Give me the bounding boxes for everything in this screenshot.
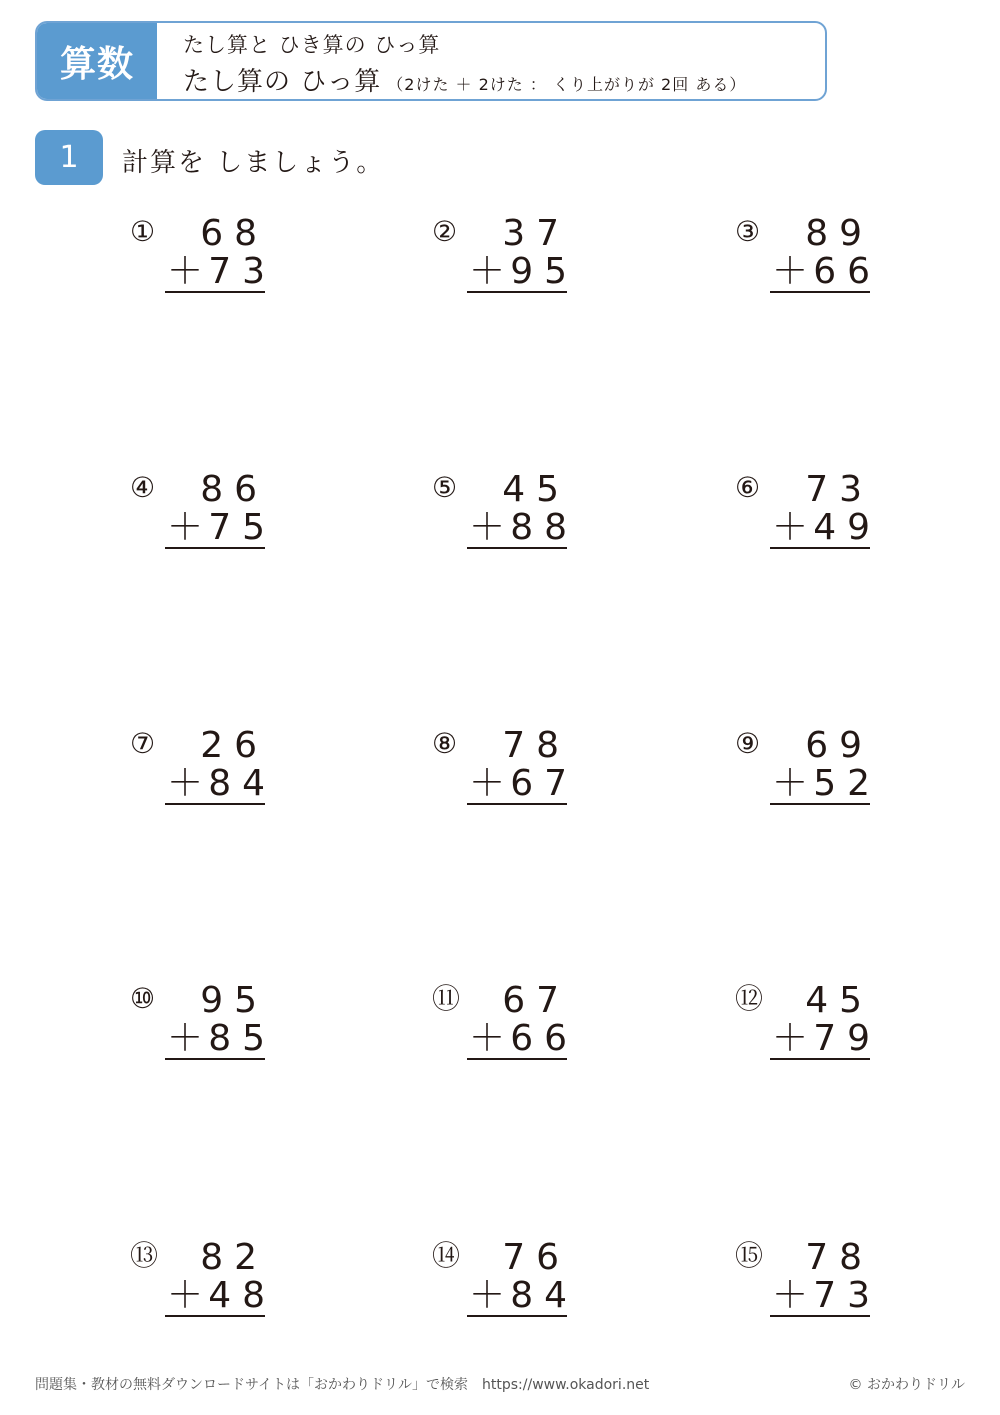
problem-top-number: 86 [200, 469, 268, 510]
problem-label: ⑨ [735, 727, 761, 760]
plus-operator: ＋ [772, 507, 809, 548]
plus-operator: ＋ [469, 763, 506, 804]
problem-label: ⑮ [735, 1239, 764, 1272]
problem-bottom-number: 85 [208, 1018, 276, 1059]
plus-operator: ＋ [469, 1275, 506, 1316]
problem-bottom-number: 66 [510, 1018, 578, 1059]
problem-top-number: 37 [502, 213, 570, 254]
problem-label: ⑦ [130, 727, 156, 760]
plus-operator: ＋ [772, 1275, 809, 1316]
plus-operator: ＋ [167, 507, 204, 548]
problem-8 [432, 727, 592, 817]
problem-label: ⑬ [130, 1239, 159, 1272]
problem-bottom-row [467, 1275, 578, 1317]
problem-13 [130, 1239, 290, 1329]
problem-bottom-row [165, 1275, 276, 1317]
worksheet-title-note: （2けた ＋ 2けた ： くり上がりが 2回 ある） [387, 75, 747, 94]
problem-label: ④ [130, 471, 156, 504]
problem-top-number: 76 [502, 1237, 570, 1278]
plus-operator: ＋ [469, 507, 506, 548]
problem-top-number: 67 [502, 980, 570, 1021]
section-instruction: 計算を しましょう。 [122, 148, 385, 178]
problem-bottom-number: 73 [813, 1275, 881, 1316]
problem-15 [735, 1239, 895, 1329]
problem-top-number: 78 [502, 725, 570, 766]
problem-label: ③ [735, 215, 761, 248]
problem-9 [735, 727, 895, 817]
problem-label: ⑥ [735, 471, 761, 504]
plus-operator: ＋ [469, 251, 506, 292]
plus-operator: ＋ [167, 1018, 204, 1059]
plus-operator: ＋ [772, 251, 809, 292]
problem-bottom-number: 88 [510, 507, 578, 548]
problem-top-number: 73 [805, 469, 873, 510]
problem-top-number: 45 [805, 980, 873, 1021]
problem-bottom-number: 79 [813, 1018, 881, 1059]
problem-1 [130, 215, 290, 305]
problem-2 [432, 215, 592, 305]
problem-top-number: 69 [805, 725, 873, 766]
problem-bottom-row [467, 507, 578, 549]
problem-label: ⑪ [432, 982, 461, 1015]
worksheet-title: たし算の ひっ算 [183, 67, 382, 97]
plus-operator: ＋ [167, 251, 204, 292]
problem-label: ① [130, 215, 156, 248]
problem-5 [432, 471, 592, 561]
problem-bottom-row [467, 251, 578, 293]
problem-bottom-number: 73 [208, 251, 276, 292]
problem-top-number: 26 [200, 725, 268, 766]
problem-bottom-number: 84 [510, 1275, 578, 1316]
problem-bottom-number: 48 [208, 1275, 276, 1316]
problem-12 [735, 982, 895, 1072]
problem-label: ⑭ [432, 1239, 461, 1272]
problem-bottom-number: 75 [208, 507, 276, 548]
problem-bottom-row [770, 1275, 881, 1317]
problem-6 [735, 471, 895, 561]
problem-bottom-number: 66 [813, 251, 881, 292]
problem-bottom-row [165, 1018, 276, 1060]
plus-operator: ＋ [469, 1018, 506, 1059]
problem-bottom-number: 49 [813, 507, 881, 548]
problem-top-number: 68 [200, 213, 268, 254]
problem-3 [735, 215, 895, 305]
problem-top-number: 89 [805, 213, 873, 254]
footer-site-info: 問題集・教材の無料ダウンロードサイトは「おかわりドリル」で検索 https://www.okadori.net [35, 1377, 650, 1393]
problem-label: ② [432, 215, 458, 248]
problem-4 [130, 471, 290, 561]
subject-badge: 算数 [37, 23, 157, 99]
header-title-row [183, 61, 746, 98]
problem-bottom-row [165, 763, 276, 805]
problem-bottom-row [467, 763, 578, 805]
problem-14 [432, 1239, 592, 1329]
problem-11 [432, 982, 592, 1072]
problem-10 [130, 982, 290, 1072]
problem-bottom-number: 67 [510, 763, 578, 804]
problem-top-number: 82 [200, 1237, 268, 1278]
plus-operator: ＋ [167, 1275, 204, 1316]
plus-operator: ＋ [772, 1018, 809, 1059]
footer-copyright: © おかわりドリル [848, 1377, 965, 1393]
problem-bottom-row [165, 507, 276, 549]
problem-bottom-number: 84 [208, 763, 276, 804]
problem-bottom-row [770, 507, 881, 549]
header-subtitle: たし算と ひき算の ひっ算 [183, 33, 441, 57]
problem-top-number: 95 [200, 980, 268, 1021]
problem-bottom-number: 95 [510, 251, 578, 292]
problem-top-number: 45 [502, 469, 570, 510]
problem-bottom-row [770, 1018, 881, 1060]
problem-top-number: 78 [805, 1237, 873, 1278]
problem-label: ⑫ [735, 982, 764, 1015]
worksheet-header [35, 21, 827, 101]
problem-bottom-row [770, 251, 881, 293]
plus-operator: ＋ [772, 763, 809, 804]
problem-bottom-number: 52 [813, 763, 881, 804]
problem-7 [130, 727, 290, 817]
problem-label: ⑤ [432, 471, 458, 504]
problem-label: ⑩ [130, 982, 156, 1015]
plus-operator: ＋ [167, 763, 204, 804]
problem-label: ⑧ [432, 727, 458, 760]
section-number-badge: 1 [35, 130, 103, 185]
problem-bottom-row [770, 763, 881, 805]
problem-bottom-row [165, 251, 276, 293]
problem-bottom-row [467, 1018, 578, 1060]
